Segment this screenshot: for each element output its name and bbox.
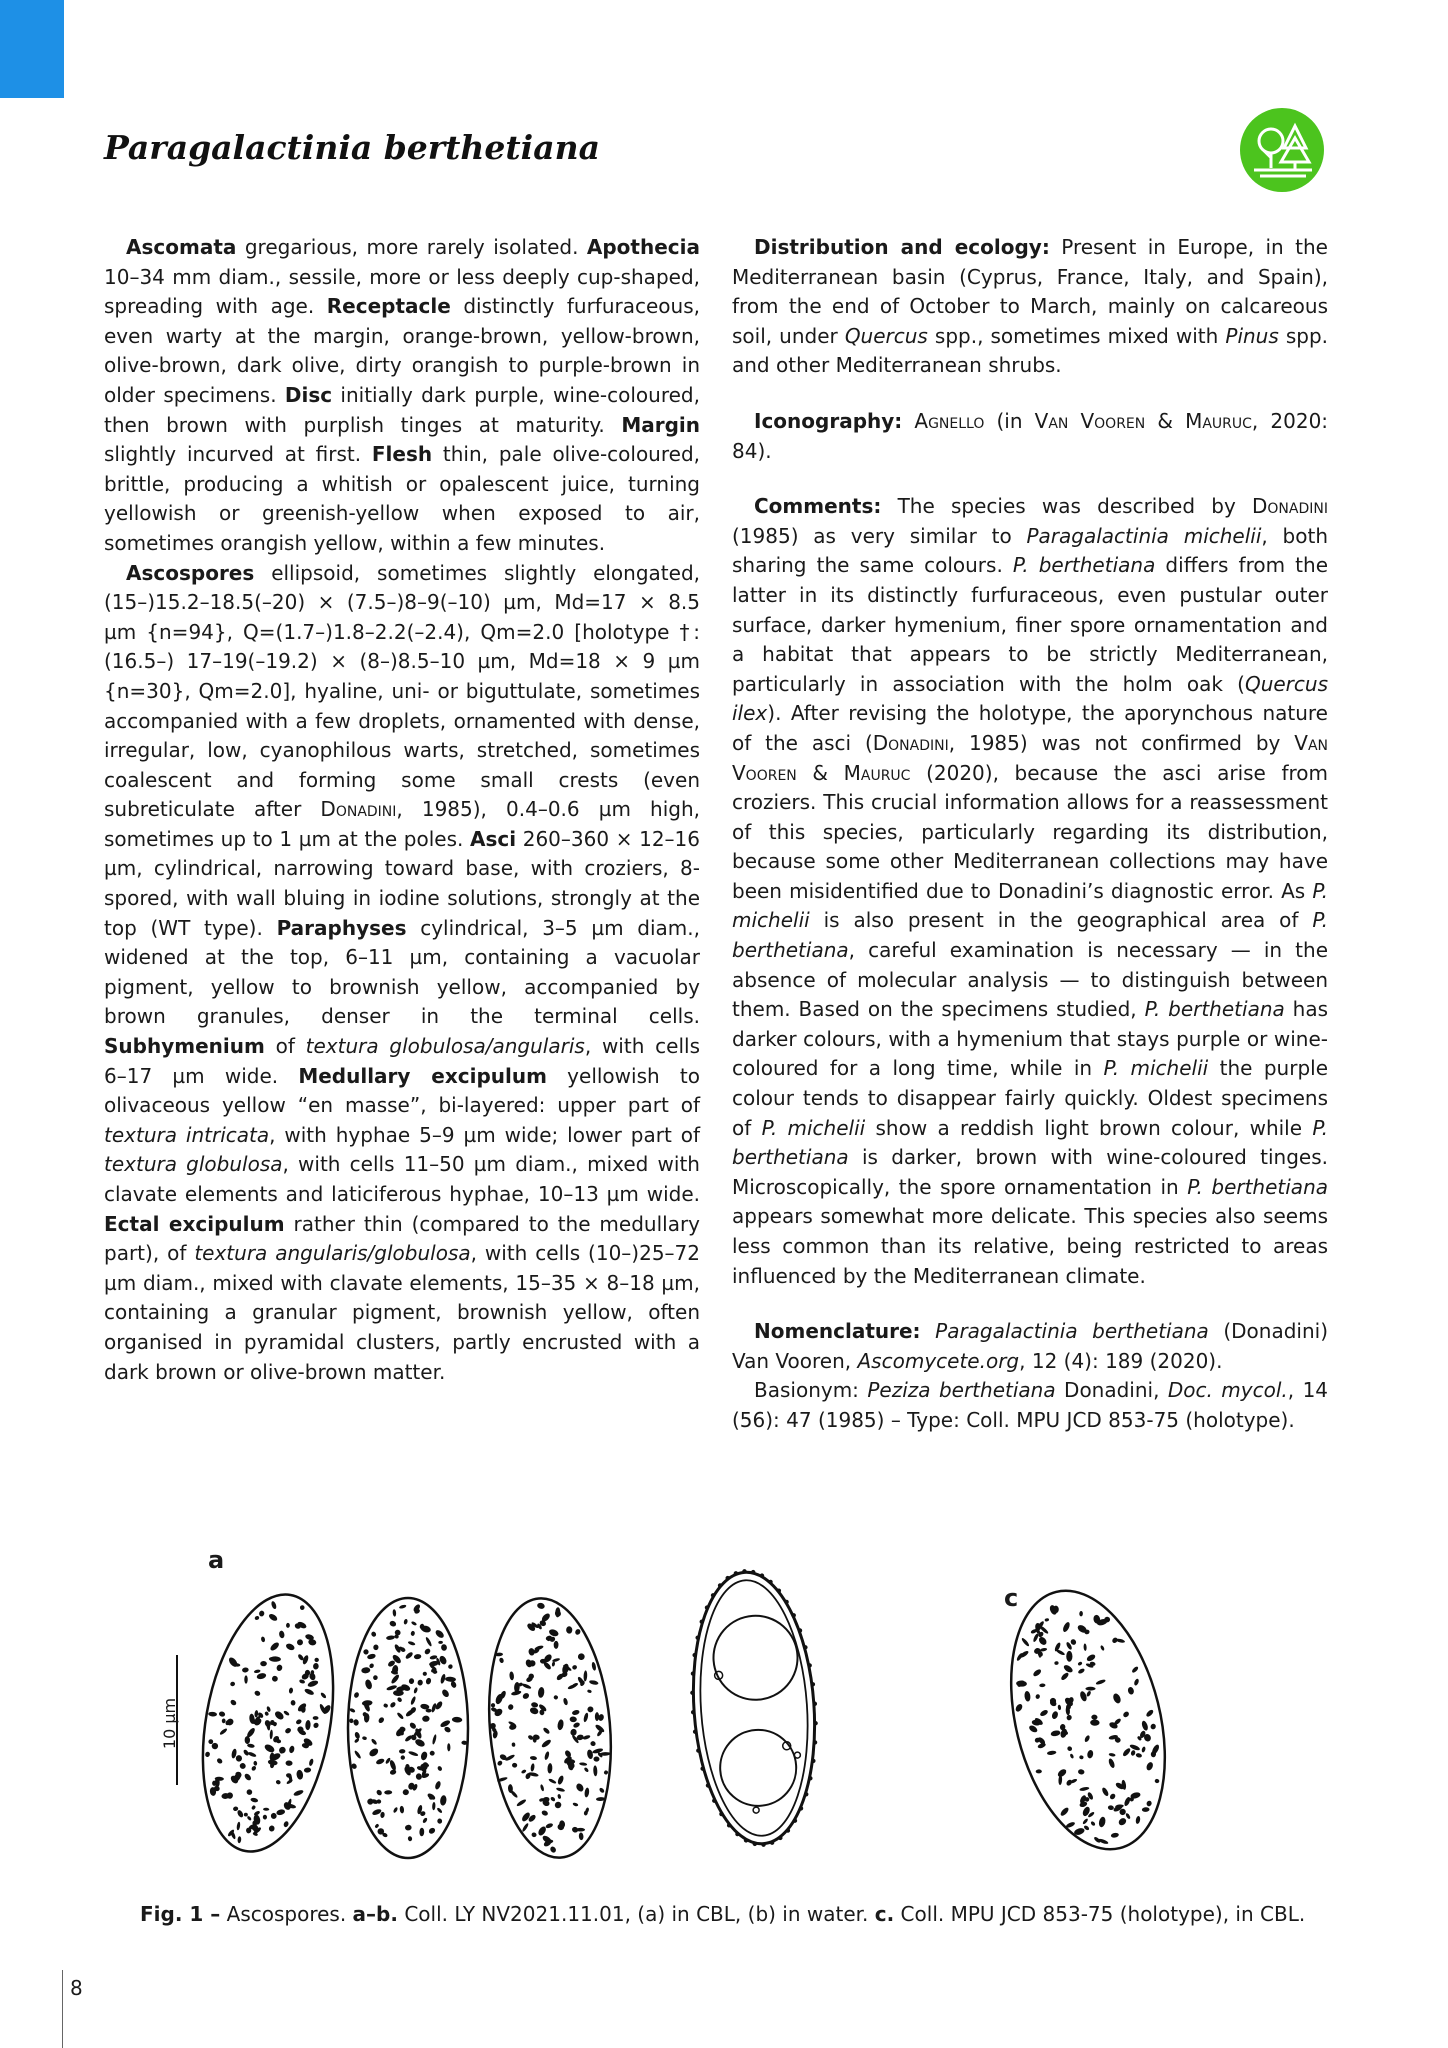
ascospores-paragraph: Ascospores ellipsoid, sometimes slightly elongated, (15–)15.2–18.5(–20) × (7.5–)8–9(–10) µm, Md=17 × 8.5 µm {n=94}, Q=(1.7–)1.8–2.2(–2.4), Qm=2.0 [holotype †: (16.5–) 17–19(–19.2) × (8–)8.5–10 µm, Md=18 × 9 µm {n=30}, Qm=2.0], hyaline, uni- or biguttulate, sometimes accompanied with a few droplets, ornamented with dense, irregular, low, cyanophilous warts, stretched, sometimes coalescent and forming some small crests (even subreticulate after Donadini, 1985), 0.4–0.6 µm high, sometimes up to 1 µm at the poles. Asci 260–360 × 12–16 µm, cylindrical, narrowing toward base, with croziers, 8-spored, with wall bluing in iodine solutions, strongly at the top (WT type). Paraphyses cylindrical, 3–5 µm diam., widened at the top, 6–11 µm, containing a vacuolar pigment, yellow to brownish yellow, accompanied by brown granules, denser in the terminal cells. Subhymenium of textura globulosa/angularis, with cells 6–17 µm wide. Medullary excipulum yellowish to olivaceous yellow “en masse”, bi-layered: upper part of textura intricata, with hyphae 5–9 µm wide; lower part of textura globulosa, with cells 11–50 µm diam., mixed with clavate elements and laticiferous hyphae, 10–13 µm wide. Ectal excipulum rather thin (compared to the medullary part), of textura angularis/globulosa, with cells (10–)25–72 µm diam., mixed with clavate elements, 15–35 × 8–18 µm, containing a granular pigment, brownish yellow, often organised in pyramidal clusters, partly encrusted with a dark brown or olive-brown matter. xyxy=(104,560,701,1384)
scale-label: 10 µm xyxy=(160,1697,180,1750)
spore-b xyxy=(681,1565,827,1852)
page-title: Paragalactinia berthetiana xyxy=(104,128,600,167)
basionym-paragraph: Basionym: Peziza berthetiana Donadini, Doc. mycol., 14 (56): 47 (1985) – Type: Coll. MPU JCD 853-75 (holotype). xyxy=(732,1378,1329,1432)
distribution-paragraph: Distribution and ecology: Present in Europe, in the Mediterranean basin (Cyprus, France, Italy, and Spain), from the end of October to March, mainly on calcareous soil, under Quercus spp., sometimes mixed with Pinus spp. and other Mediterranean shrubs. xyxy=(732,235,1328,378)
figure-label-c: c xyxy=(1004,1584,1019,1612)
figure-label-a: a xyxy=(208,1546,225,1574)
ascospore-figure xyxy=(140,1548,1320,1878)
spore-a1 xyxy=(184,1584,351,1862)
tree-icon xyxy=(1240,108,1324,192)
ascomata-paragraph: Ascomata gregarious, more rarely isolated. Apothecia 10–34 mm diam., sessile, more or less deeply cup-shaped, spreading with age. Receptacle distinctly furfuraceous, even warty at the margin, orange-brown, yellow-brown, olive-brown, dark olive, dirty orangish to purple-brown in older specimens. Disc initially dark purple, wine-coloured, then brown with purplish tinges at maturity. Margin slightly incurved at first. Flesh thin, pale olive-coloured, brittle, producing a whitish or opalescent juice, turning yellowish or greenish-yellow when exposed to air, sometimes orangish yellow, within a few minutes. xyxy=(104,235,700,555)
color-tab xyxy=(0,0,64,98)
spore-a3 xyxy=(478,1593,621,1863)
page-rule xyxy=(62,1970,63,2048)
right-column xyxy=(732,233,1328,1436)
spore-c xyxy=(986,1575,1190,1866)
comments-paragraph: Comments: The species was described by Donadini (1985) as very similar to Paragalactinia michelii, both sharing the same colours. P. berthetiana differs from the latter in its distinctly furfuraceous, even pustular outer surface, darker hymenium, finer spore ornamentation and a habitat that appears to be strictly Mediterranean, particularly in association with the holm oak (Quercus ilex). After revising the holotype, the aporynchous nature of the asci (Donadini, 1985) was not confirmed by Van Vooren & Mauruc (2020), because the asci arise from croziers. This crucial information allows for a reassessment of this species, particularly regarding its distribution, because some other Mediterranean collections may have been misidentified due to Donadini’s diagnostic error. As P. michelii is also present in the geographical area of P. berthetiana, careful examination is necessary — in the absence of molecular analysis — to distinguish between them. Based on the specimens studied, P. berthetiana has darker colours, with a hymenium that stays purple or wine-coloured for a long time, while in P. michelii the purple colour tends to disappear fairly quickly. Oldest specimens of P. michelii show a reddish light brown colour, while P. berthetiana is darker, brown with wine-coloured tinges. Microscopically, the spore ornamentation in P. berthetiana appears somewhat more delicate. This species also seems less common than its relative, being restricted to areas influenced by the Mediterranean climate. xyxy=(732,494,1329,1288)
figure-caption: Fig. 1 – Ascospores. a–b. Coll. LY NV2021.11.01, (a) in CBL, (b) in water. c. Coll. MPU JCD 853-75 (holotype), in CBL. xyxy=(140,1902,1306,1926)
spore-a2 xyxy=(348,1598,468,1858)
left-column xyxy=(104,233,700,1387)
page-number: 8 xyxy=(70,1976,83,2000)
iconography-paragraph: Iconography: Agnello (in Van Vooren & Mauruc, 2020: 84). xyxy=(732,408,1329,463)
nomenclature-paragraph: Nomenclature: Paragalactinia berthetiana (Donadini) Van Vooren, Ascomycete.org, 12 (4): 189 (2020). xyxy=(732,1319,1329,1373)
